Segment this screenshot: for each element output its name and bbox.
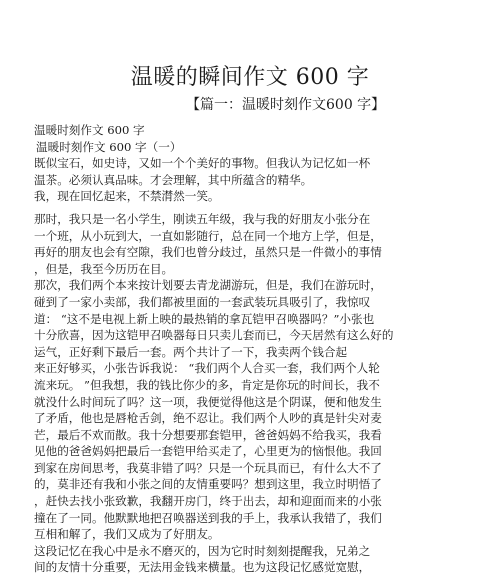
paragraph-line: 到家在房间思考，我莫非错了吗？只是一个玩具而已，有什么大不了 (34, 460, 382, 475)
paragraph-line: 间的友情十分重要，无法用金钱来横量。也为这段记忆感觉宽慰， (34, 560, 371, 575)
paragraph-line: 那时，我只是一名小学生，刚读五年级，我与我的好朋友小张分在 (34, 211, 371, 226)
paragraph-line: 这段记忆在我心中是永不磨灭的，因为它时时刻刻提醒我，兄弟之 (34, 543, 371, 558)
paragraph-line: ，赶快去找小张致歉，我翻开房门，终于出去，却和迎面而来的小张 (34, 494, 382, 509)
paragraph-line: 十分欣喜，因为这铠甲召唤器每日只卖儿套而已，今天居然有这么好的 (34, 328, 394, 343)
paragraph-line: 既似宝石，如史诗，又如一个个美好的事物。但我认为记忆如一杯 (34, 156, 371, 171)
paragraph-line: 流来玩。 ”但我想，我的钱比你少的多，肯定是你玩的时间长，我不 (34, 377, 380, 392)
document-body (34, 122, 474, 576)
paragraph-line: 来正好够买，小张告诉我说： “我们两个人合买一套，我们两个人轮 (34, 361, 380, 376)
paragraph-line: 了矛盾，他也是唇枪舌剑，绝不忍让。我们两个人吵的真是针尖对麦 (34, 411, 382, 426)
paragraph-line: 我，现在回忆起来，不禁潸然一笑。 (34, 189, 220, 204)
paragraph-line: 道： “这不是电视上新上映的最热销的拿瓦铠甲召唤器吗？”小张也 (34, 311, 375, 326)
paragraph-line: 温茶。必须认真品味。才会理解，其中所蕴含的精华。 (34, 172, 313, 187)
paragraph-line: 芒，最后不欢而散。我十分想要那套铠甲，爸爸妈妈不给我买，我看 (34, 427, 382, 442)
document-subtitle: 【篇一：温暖时刻作文600 字】 (186, 97, 386, 113)
paragraph-line: ，但是，我至今历历在目。 (34, 261, 174, 276)
paragraph-line: 运气，正好剩下最后一套。两个共计了一下，我卖两个钱合起 (34, 344, 348, 359)
paragraph-line: 的，莫非还有我和小张之间的友情重要吗？想到这里，我立时明悟了 (34, 477, 382, 492)
paragraph-line: 一个班，从小玩到大，一直如影随行，总在同一个地方上学，但是， (34, 228, 382, 243)
meta-line: 温暖时刻作文 600 字（一） (36, 139, 182, 154)
meta-line: 温暖时刻作文 600 字 (34, 123, 145, 137)
paragraph-line: 碰到了一家小卖部，我们都被里面的一套武装玩具吸引了，我惊叹 (34, 294, 371, 309)
paragraph-line: 就没什么时间玩了吗？这一项，我便觉得他这是个阴谋，便和他发生 (34, 394, 382, 409)
paragraph-line: 见他的爸爸妈妈把最后一套铠甲给买走了，心里更为的恼恨他。我回 (34, 444, 382, 459)
document-title: 温暖的瞬间作文 600 字 (130, 65, 370, 90)
paragraph-line: 互相和解了，我们又成为了好朋友。 (34, 527, 220, 542)
paragraph-line: 撞在了一同。他默默地把召唤器送到我的手上，我承认我错了，我们 (34, 510, 382, 525)
paragraph-line: 再好的朋友也会有空隙，我们也曾分歧过，虽然只是一件微小的事情 (34, 245, 382, 260)
paragraph-line: 那次，我们两个本来按计划要去青龙湖游玩，但是，我们在游玩时， (34, 278, 382, 293)
